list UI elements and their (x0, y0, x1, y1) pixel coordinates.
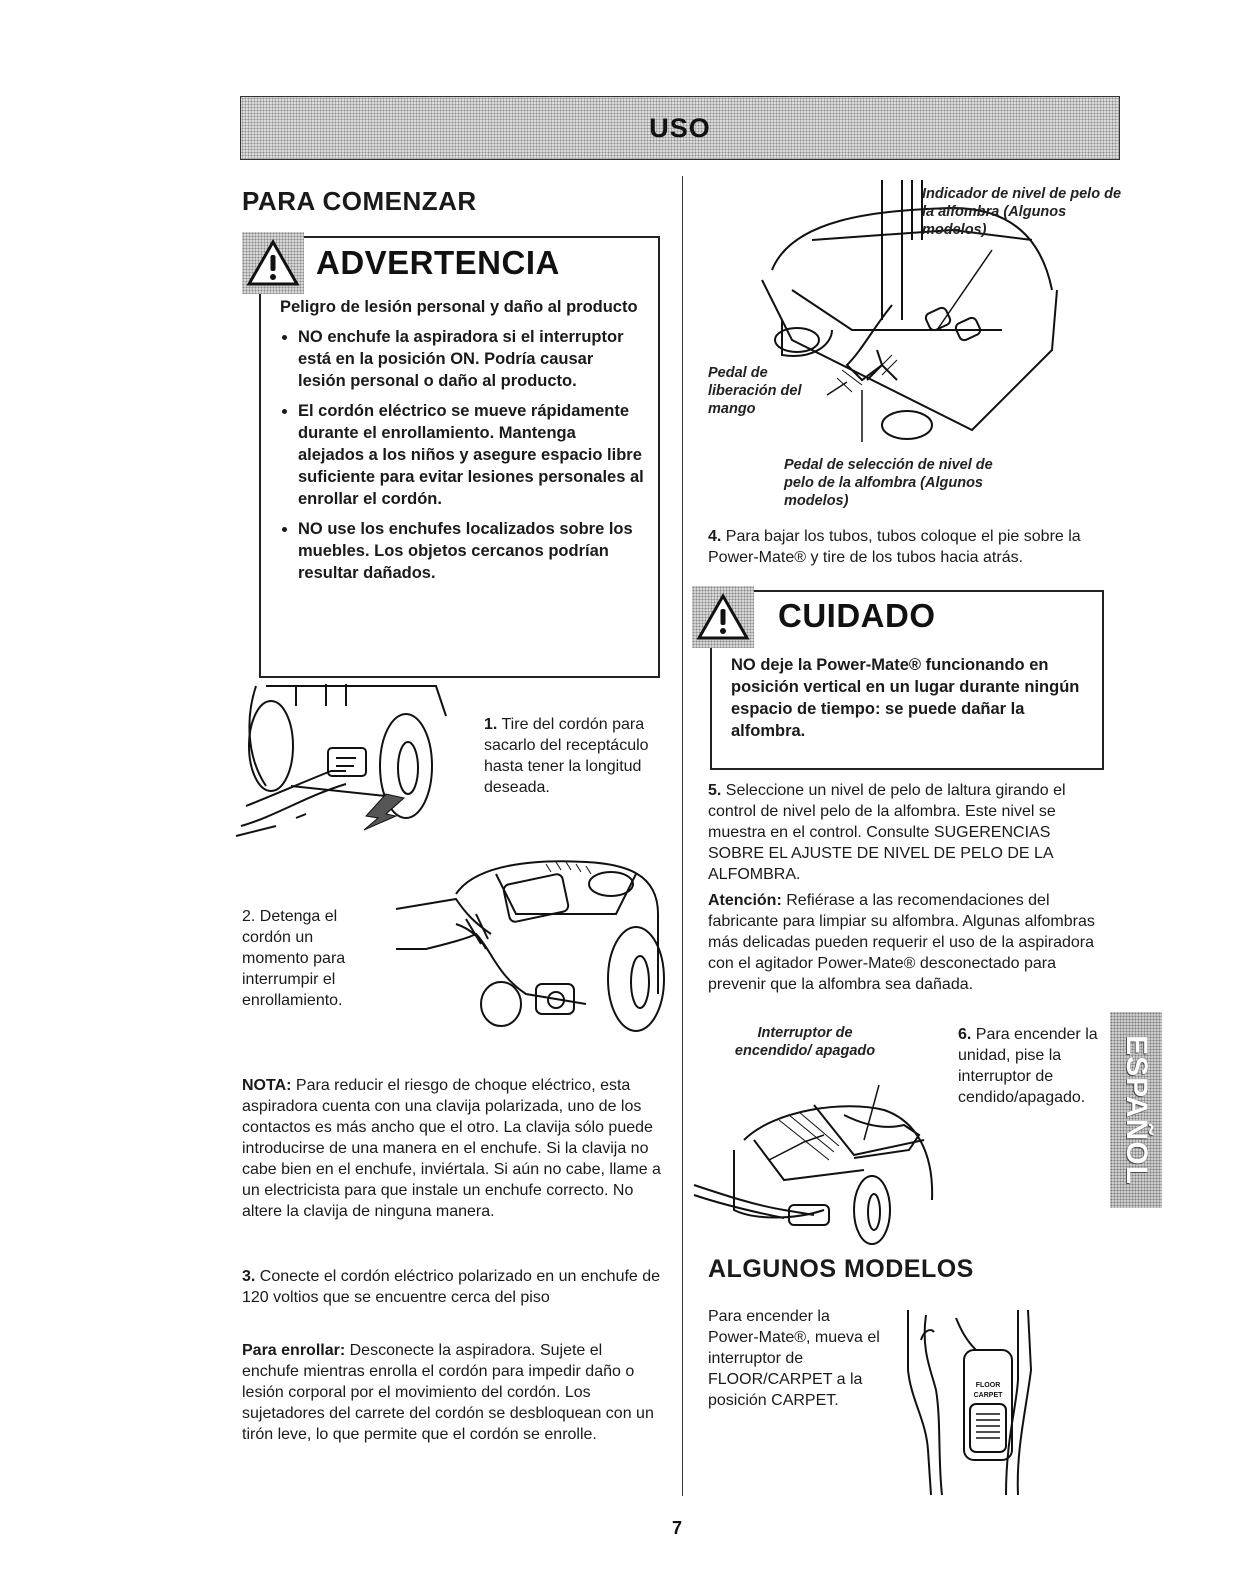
warning-intro: Peligro de lesión personal y daño al producto (280, 298, 638, 316)
note (242, 1075, 662, 1222)
step-2-text: Detenga el cordón un momento para interrumpir el enrollamiento. (242, 908, 346, 1009)
step-4-text: Para bajar los tubos, tubos coloque el pie sobre la Power-Mate® y tire de los tubos hacia atrás. (708, 528, 1081, 566)
step-6-text: Para encender la unidad, pise la interruptor de cendido/apagado. (958, 1026, 1098, 1106)
warning-item: • NO use los enchufes localizados sobre los muebles. Los objetos cercanos podrían resultar dañados. (298, 518, 645, 584)
rewind-label: Para enrollar: (242, 1342, 346, 1359)
caption-interruptor: Interruptor de encendido/ apagado (734, 1025, 876, 1059)
step-5-number: 5. (708, 782, 722, 799)
rewind-text: Desconecte la aspiradora. Sujete el enchufe mientras enrolla el cordón para impedir daño o lesión corporal por el movimiento del cordón. Los sujetadores del carrete del cordón se desbloquean con un tirón leve, lo que permite que el cordón se enrolle. (242, 1342, 654, 1443)
section-header-bar (240, 96, 1120, 160)
language-tab (1110, 1012, 1162, 1208)
note-text: Para reducir el riesgo de choque eléctrico, esta aspiradora cuenta con una clavija polarizada, uno de los contactos es más ancho que el otro. La clavija sólo puede introducirse de una manera en el enchufe. Si la clavija no cabe bien en el enchufe, inviértala. Si aún no cabe, llame a un electricista para que instale un enchufe correcto. No altere la clavija de ninguna manera. (242, 1077, 661, 1220)
caption-nivel-indicator: Indicador de nivel de pelo de la alfombra (Algunos modelos) (922, 186, 1122, 238)
language-tab-label: ESPAÑOL (1120, 1035, 1154, 1185)
caption-pedal-liberacion: Pedal de liberación del mango (708, 365, 802, 417)
step-4-number: 4. (708, 528, 722, 545)
caution-triangle-icon (697, 593, 749, 641)
attention-label: Atención: (708, 892, 782, 909)
warning-triangle-icon (247, 239, 299, 287)
step-3-number: 3. (242, 1268, 256, 1285)
warning-content (280, 296, 645, 592)
step-1-number: 1. (484, 716, 498, 733)
step-4 (708, 526, 1108, 568)
attention-text: Refiérase a las recomendaciones del fabricante para limpiar su alfombra. Algunas alfombras más delicadas pueden requerir el uso de la aspiradora con el agitador Power-Mate® desconectado para prevenir que la alfombra sea dañada. (708, 892, 1095, 993)
step-5-text: Seleccione un nivel de pelo de laltura girando el control de nivel pelo de la alfombra. Este nivel se muestra en el control. Consulte SUGERENCIAS SOBRE EL AJUSTE DE NIVEL DE PELO DE LA ALFOMBRA. (708, 782, 1066, 883)
switch-label-floor: FLOOR (975, 1382, 1001, 1389)
cord-stop-illustration (396, 854, 666, 1029)
switch-label-carpet: CARPET (973, 1392, 1003, 1399)
step-6-number: 6. (958, 1026, 972, 1043)
cord-pull-illustration (236, 676, 476, 846)
step-2 (242, 906, 372, 1011)
page-number: 7 (672, 1518, 683, 1538)
step-2-number: 2. (242, 908, 256, 925)
caption-pedal-seleccion: Pedal de selección de nivel de pelo de la alfombra (Algunos modelos) (784, 457, 993, 509)
step-3 (242, 1266, 662, 1308)
column-divider (682, 176, 683, 1496)
models-title: ALGUNOS MODELOS (708, 1255, 974, 1283)
models-text: Para encender la Power-Mate®, mueva el interruptor de FLOOR/CARPET a la posición CARPET. (708, 1308, 880, 1409)
warning-list (280, 326, 645, 584)
warning-badge (242, 232, 304, 294)
power-switch-illustration (694, 1080, 944, 1245)
warning-item: • NO enchufe la aspiradora si el interruptor está en la posición ON. Podría causar lesión personal o daño al producto. (298, 326, 645, 392)
section-title: PARA COMENZAR (242, 186, 477, 216)
step-5 (708, 780, 1108, 885)
step-3-text: Conecte el cordón eléctrico polarizado en un enchufe de 120 voltios que se encuentre cerca del piso (242, 1268, 661, 1306)
step-6 (958, 1024, 1098, 1108)
section-header-title: USO (649, 112, 711, 143)
warning-title: ADVERTENCIA (316, 244, 560, 281)
floor-carpet-switch-illustration (906, 1310, 1046, 1500)
step-1-text: Tire del cordón para sacarlo del receptáculo hasta tener la longitud deseada. (484, 716, 649, 796)
caution-text: NO deje la Power-Mate® funcionando en posición vertical en un lugar durante ningún espacio de tiempo: se puede dañar la alfombra. (731, 656, 1080, 740)
caution-badge (692, 586, 754, 648)
caution-title: CUIDADO (778, 597, 936, 634)
rewind-instructions (242, 1340, 662, 1445)
note-label: NOTA: (242, 1077, 292, 1094)
attention (708, 890, 1118, 995)
warning-item: • El cordón eléctrico se mueve rápidamente durante el enrollamiento. Mantenga alejados a los niños y asegure espacio libre suficiente para evitar lesiones personales al enrollar el cordón. (298, 400, 645, 510)
step-1 (484, 714, 664, 798)
